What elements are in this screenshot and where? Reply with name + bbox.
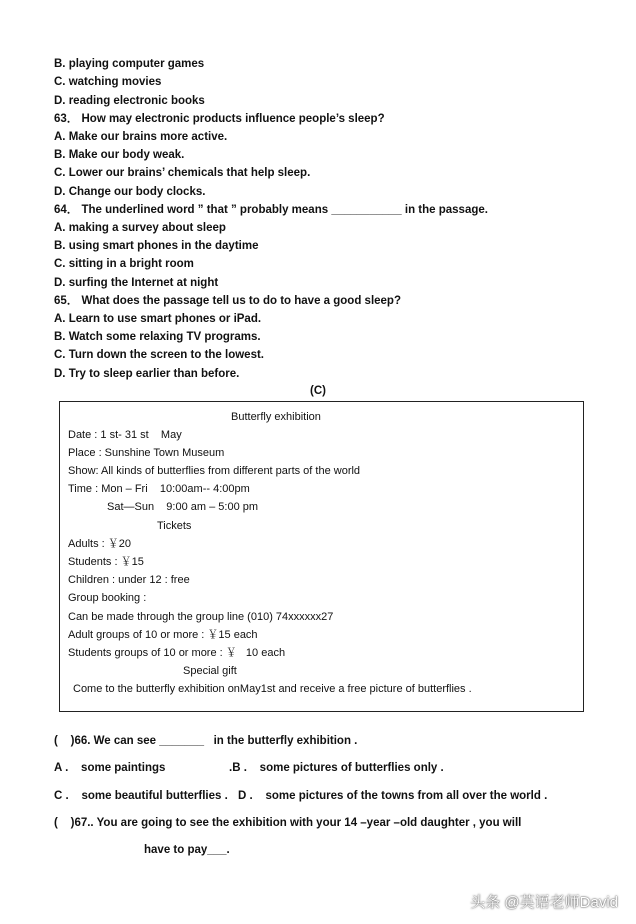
q66-option-b: .B . some pictures of butterflies only .	[229, 762, 444, 774]
notice-time-weekend: Sat—Sun 9:00 am – 5:00 pm	[107, 501, 259, 513]
notice-place: Place : Sunshine Town Museum	[68, 447, 225, 459]
section-c-label: (C)	[310, 385, 326, 397]
question-67: ( )67.. You are going to see the exhibition with your 14 –year –old daughter , you will	[54, 817, 522, 829]
q65-option-c: C. Turn down the screen to the lowest.	[54, 349, 264, 361]
q65-option-d: D. Try to sleep earlier than before.	[54, 368, 240, 380]
q63-option-c: C. Lower our brains’ chemicals that help sleep.	[54, 167, 311, 179]
notice-children-price: Children : under 12 : free	[68, 574, 190, 586]
q63-option-b: B. Make our body weak.	[54, 149, 185, 161]
notice-adult-groups: Adult groups of 10 or more : ￥15 each	[68, 629, 258, 641]
notice-student-groups: Students groups of 10 or more : ￥ 10 each	[68, 647, 286, 659]
question-66: ( )66. We can see _______ in the butterfly exhibition .	[54, 735, 358, 747]
notice-tickets-heading: Tickets	[157, 520, 192, 532]
watermark: 头条 @英语老师David	[470, 894, 618, 911]
notice-time-weekday: Time : Mon – Fri 10:00am-- 4:00pm	[68, 483, 250, 495]
q66-option-d: D . some pictures of the towns from all over the world .	[238, 790, 548, 802]
notice-group-line: Can be made through the group line (010) 74xxxxxx27	[68, 611, 334, 623]
q64-option-b: B. using smart phones in the daytime	[54, 240, 259, 252]
top-option-c: C. watching movies	[54, 76, 162, 88]
q64-option-c: C. sitting in a bright room	[54, 258, 194, 270]
top-option-d: D. reading electronic books	[54, 95, 205, 107]
exhibition-notice-box	[59, 401, 584, 712]
question-65: 65． What does the passage tell us to do to have a good sleep?	[54, 295, 401, 307]
top-option-b: B. playing computer games	[54, 58, 205, 70]
notice-students-price: Students : ￥15	[68, 556, 144, 568]
q66-option-c: C . some beautiful butterflies .	[54, 790, 228, 802]
notice-date: Date : 1 st- 31 st May	[68, 429, 182, 441]
question-63: 63． How may electronic products influence people’s sleep?	[54, 113, 385, 125]
notice-adults-price: Adults : ￥20	[68, 538, 131, 550]
notice-show: Show: All kinds of butterflies from different parts of the world	[68, 465, 361, 477]
q63-option-d: D. Change our body clocks.	[54, 186, 206, 198]
q66-option-a: A . some paintings	[54, 762, 166, 774]
question-67-continuation: have to pay___.	[144, 844, 230, 856]
question-64: 64． The underlined word ” that ” probably means ___________ in the passage.	[54, 204, 488, 216]
notice-gift-heading: Special gift	[183, 665, 237, 677]
q65-option-b: B. Watch some relaxing TV programs.	[54, 331, 261, 343]
q64-option-d: D. surfing the Internet at night	[54, 277, 219, 289]
notice-group-booking: Group booking :	[68, 592, 147, 604]
notice-title: Butterfly exhibition	[231, 411, 321, 423]
q64-option-a: A. making a survey about sleep	[54, 222, 226, 234]
notice-gift-text: Come to the butterfly exhibition onMay1st and receive a free picture of butterflies .	[73, 683, 472, 695]
q63-option-a: A. Make our brains more active.	[54, 131, 228, 143]
q65-option-a: A. Learn to use smart phones or iPad.	[54, 313, 262, 325]
